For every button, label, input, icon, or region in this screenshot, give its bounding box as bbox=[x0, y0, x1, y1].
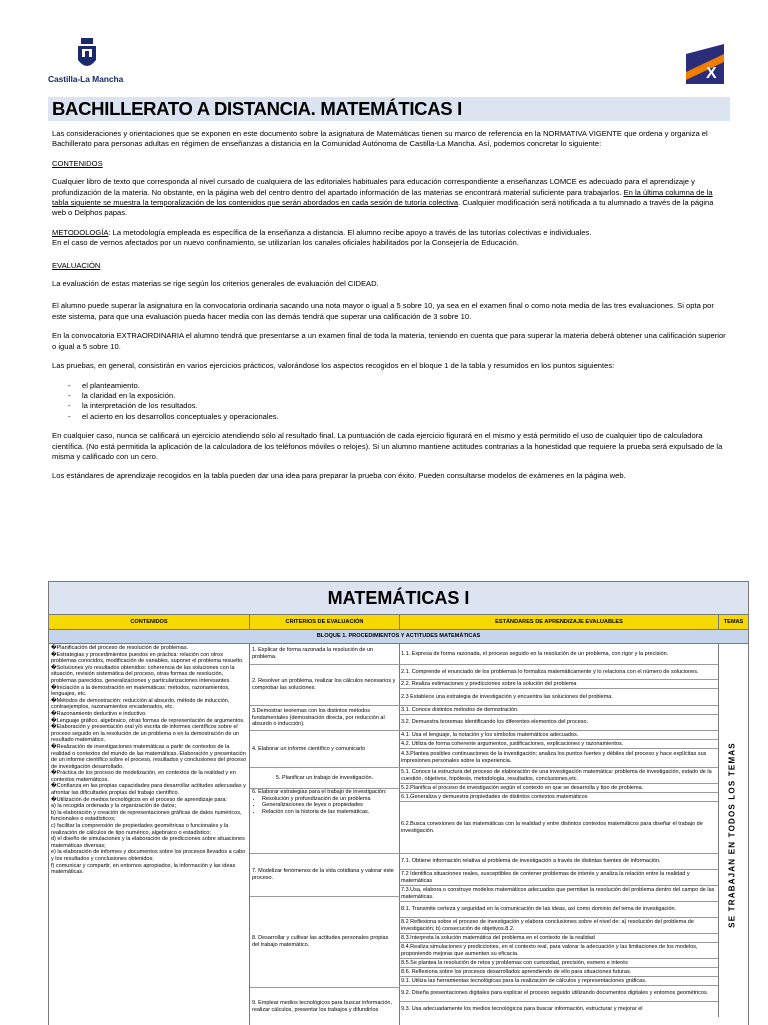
eval-paragraph-6: Los estándares de aprendizaje recogidos en la tabla pueden dar una idea para preparar la prueba con éxito. Pueden consultarse modelos de exámenes en la página web. bbox=[52, 471, 626, 481]
estandar-1-1: 1.1. Expresa de forma razonada, el proceso seguido en la resolución de un problema, con rigor y la precisión. bbox=[399, 644, 719, 665]
block-heading: BLOQUE 1. PROCEDIMIENTOS Y ACTITUDES MATEMÁTICAS bbox=[49, 630, 748, 644]
eval-paragraph-1: La evaluación de estas materias se rige según los criterios generales de evaluación del CIDEAD. bbox=[52, 279, 379, 289]
table-title: MATEMÁTICAS I bbox=[49, 582, 748, 615]
estandar-7-1: 7.1. Obtiene información relativa al problema de investigación a través de distintas fuentes de información. bbox=[399, 854, 719, 870]
list-item: �Iniciación a la demostración en matemáticas: métodos, razonamientos, lenguajes, etc. bbox=[51, 684, 230, 698]
eval-points-list bbox=[52, 381, 728, 423]
contenidos-paragraph: Cualquier libro de texto que corresponda al nivel cursado de cualquiera de las editoriales habituales para educación correspondiente a enseñanzas LOMCE es adecuado para el aprendizaje y profundización de la materia. No obstante, en la página web del centro dentro del apartado información de las materias se encontrará material suficiente para trabajarlos. En la última columna de la tabla siguiente se muestra la temporalización de los contenidos que serán abordados en cada sesión de tutoría colectiva. Cualquier modificación será notificada a tu alumnado a través de la página web o Delphos papas. bbox=[52, 177, 714, 218]
intro-paragraph: Las consideraciones y orientaciones que se exponen en este documento sobre la asignatura de Matemáticas tienen su marco de referencia en la NORMATIVA VIGENTE que ordena y organiza el Bachillerato para personas adultas en régimen de enseñanzas a distancia en la Comunidad Autónoma de Castilla-La Mancha. Así, podemos concretar lo siguiente: bbox=[52, 129, 708, 149]
list-item: a) la recogida ordenada y la organización de datos; bbox=[51, 803, 177, 810]
list-item: c) facilitar la comprensión de propiedades geométricas o funcionales y la realización de cálculos de tipo numérico, algebraico o estadístico; bbox=[51, 823, 229, 836]
svg-text:X: X bbox=[706, 65, 717, 82]
temas-cell bbox=[719, 644, 747, 1025]
estandar-9-2: 9.2. Diseña presentaciones digitales para explicar el proceso seguido utilizando documentos digitales y entornos geométricos. bbox=[399, 986, 719, 1002]
criterio-9: 9. Emplear medios tecnológicos para buscar información, realizar cálculos, presentar los trabajos y difundirlos bbox=[250, 988, 400, 1025]
list-item: �Práctica de los proceso de modelización, en contextos de la realidad y en contextos matemáticos. bbox=[51, 770, 236, 783]
estandar-8-1: 8.1. Transmite certeza y seguridad en la comunicación de las ideas, así como dominio del tema de investigación. bbox=[399, 902, 719, 918]
header-temas: TEMAS bbox=[723, 619, 744, 625]
estandar-2-3: 2.3 Establece una estrategia de investigación y encuentra las soluciones del problema. bbox=[399, 689, 719, 706]
estandar-8-5: 8.5.Se plantea la resolución de retos y problemas con curiosidad, precisión, esmero e interés bbox=[399, 959, 719, 968]
list-item: • Relación con la historia de las matemáticas. bbox=[262, 809, 397, 816]
list-item: �Estrategias y procedimientos puestos en práctica: relación con otros problemas conocidos, modificación de variables, suponer el problema resuelto. bbox=[51, 651, 244, 665]
eval-paragraph-4: Las pruebas, en general, consistirán en varios ejercicios prácticos, valorándose los aspectos recogidos en el bloque 1 de la tabla y resumidos en los puntos siguientes: bbox=[52, 361, 615, 371]
estandar-5-2: 5.2.Planifica el proceso de investigación según el contexto en que se desarrolla y tipo de problema. bbox=[399, 784, 719, 793]
criterio-4: 4. Elaborar un informe científico y comunicarlo bbox=[250, 731, 400, 768]
estandar-6-1: 6.1.Generaliza y demuestra propiedades de distintos contextos matemáticos bbox=[399, 793, 719, 802]
estandar-9-3: 9.3. Usa adecuadamente los medios tecnológicos para buscar información, estructurar y mejorar el bbox=[399, 1002, 719, 1017]
curriculum-table bbox=[48, 581, 749, 1025]
list-item: �Planificación del proceso de resolución de problemas. bbox=[51, 645, 189, 651]
document-body bbox=[52, 129, 728, 491]
estandar-8-3: 8.3.Interpreta la solución matemática del problema en el contexto de la realidad bbox=[399, 934, 719, 943]
list-item: • Generalizaciones de leyes o propiedades bbox=[262, 802, 397, 809]
estandar-2-2: 2.2. Realiza estimaciones y predicciones sobre la solución del problema bbox=[399, 680, 719, 689]
eval-paragraph-5: En cualquier caso, nunca se calificará un ejercicio atendiendo sólo al resultado final. La puntuación de cada ejercicio figurará en el mismo y está permitido el uso de cualquier tipo de calculadora científica. (No está permitida la aplicación de la calculadora de los teléfonos móviles o relojes). Si un alumno mantiene actitudes contrarias a la honestidad que requiere la prueba será expulsado de la misma y calificado con un cero. bbox=[52, 431, 723, 461]
criterio-2: 2. Resolver un problema, realizar los cálculos necesarios y comprobar las soluciones. bbox=[250, 665, 400, 706]
list-item: �Soluciones y/o resultados obtenidos: coherencia de las soluciones con la situación, revisión sistemática del proceso, otras formas de resolución, problemas parecidos, generalizaciones y particularizaciones interesantes. bbox=[51, 664, 235, 684]
table-header-row bbox=[49, 615, 748, 630]
confinamiento-paragraph: En el caso de vernos afectados por un nuevo confinamiento, se utilizarían los canales oficiales habilitados por la Consejería de Educación. bbox=[52, 238, 519, 248]
criterio-6: 6. Elaborar estrategias para el trabajo de investigación: • Resolución y profundización de un problema • Generalizaciones de leyes o propiedades • Relación con la historia de las matemáticas. bbox=[250, 789, 400, 854]
estandar-8-2: 8.2 Reflexiona sobre el proceso de investigación y elabora conclusiones sobre el nivel de: a) resolución del problema de investigación; b) consecución de objetivos.8.2. bbox=[399, 918, 719, 934]
estandar-5-1: 5.1. Conoce la estructura del proceso de elaboración de una investigación matemática: problema de investigación, estado de la cuestión, objetivos, hipótesis, metodología, resultados, conclusiones,etc. bbox=[399, 768, 719, 784]
castilla-la-mancha-logo bbox=[48, 38, 132, 88]
estandar-9-1: 9.1. Utiliza las herramientas tecnológicas para la realización de cálculos y representaciones gráficas. bbox=[399, 977, 719, 986]
criterio-3: 3.Demostrar teoremas con los distintos métodos fundamentales (demostración directa, por reducción al absurdo o inducción). bbox=[250, 706, 400, 731]
evaluacion-heading: EVALUACIÓN bbox=[52, 260, 101, 270]
temas-vertical-label: SE TRABAJAN EN TODOS LOS TEMAS bbox=[727, 742, 737, 928]
contenidos-heading: CONTENIDOS bbox=[52, 158, 103, 168]
criterio-1: 1. Explicar de forma razonada la resolución de un problema. bbox=[250, 644, 400, 665]
list-item: - el planteamiento. bbox=[82, 381, 728, 391]
cidead-logo-icon bbox=[686, 44, 724, 84]
estandar-3-1: 3.1. Conoce distintos métodos de demostración. bbox=[399, 706, 719, 715]
header-criterios: CRITERIOS DE EVALUACIÓN bbox=[250, 615, 400, 629]
estandar-2-1: 2.1. Comprende el enunciado de los problemas lo formaliza matemáticamente y lo relaciona con el número de soluciones. bbox=[399, 665, 719, 680]
table-body bbox=[49, 644, 748, 1025]
criterio-6-list bbox=[252, 796, 397, 816]
page-title-bar bbox=[48, 97, 730, 121]
page-title: BACHILLERATO A DISTANCIA. MATEMÁTICAS I bbox=[52, 98, 463, 119]
list-item: �Realización de investigaciones matemáticas a partir de contextos de la realidad o contextos del mundo de las matemáticas. Elaboración y presentación de un informe científico sobre el proceso, resultados y conclusiones del proceso de investigación desarrollado. bbox=[51, 743, 247, 770]
list-item: d) el diseño de simulaciones y la elaboración de predicciones sobre situaciones matemáticas diversas; bbox=[51, 836, 245, 849]
estandar-7-2: 7.2 Identifica situaciones reales, susceptibles de contener problemas de interés y analiza la relación entre la realidad y matemáticas bbox=[399, 870, 719, 886]
org-name: Castilla-La Mancha bbox=[48, 74, 124, 84]
list-item: - el acierto en los desarrollos conceptuales y operacionales. bbox=[82, 412, 728, 422]
estandar-8-6: 8.6. Reflexiona sobre los procesos desarrollados aprendiendo de ello para situaciones futuras. bbox=[399, 968, 719, 977]
list-item: �Elaboración y presentación oral y/o escrita de informes científicos sobre el proceso seguido en la resolución de un problema o en la demostración de un resultado matemático. bbox=[51, 724, 240, 744]
estandar-4-2: 4.2. Utiliza de forma coherente argumentos, justificaciones, explicaciones y razonamientos. bbox=[399, 740, 719, 749]
criterio-5: 5. Planificar un trabajo de investigación. bbox=[250, 768, 400, 789]
header-estandares: ESTÁNDARES DE APRENDIZAJE EVALUABLES bbox=[400, 615, 719, 629]
list-item: b) la elaboración y creación de representaciones gráficas de datos numéricos, funcionales o estadísticos; bbox=[51, 809, 242, 823]
coat-of-arms-icon bbox=[76, 38, 98, 72]
estandar-3-2: 3.2. Demuestra teoremas identificando los diferentes elementos del proceso. bbox=[399, 715, 719, 731]
eval-paragraph-2: El alumno puede superar la asignatura en la convocatoria ordinaria sacando una nota mayor o igual a 5 sobre 10, ya sea en el examen final o como nota media de las tres evaluaciones. Si opta por este sistema, para que una evaluación pueda hacer media con las demás tendrá que superar una calificación de 3 sobre 10. bbox=[52, 301, 714, 321]
eval-paragraph-3: En la convocatoria EXTRAORDINARIA el alumno tendrá que presentarse a un examen final de toda la materia, teniendo en cuenta que para superar la materia deberá obtener una calificación superior o igual a 5 sobre 10. bbox=[52, 331, 726, 351]
estandar-7-3: 7.3.Usa, elabora o construye modelos matemáticos adecuados que permitan la resolución del problema dentro del campo de las matemáticas. bbox=[399, 886, 719, 902]
criterio-8: 8. Desarrollar y cultivar las actitudes personales propias del trabajo matemático. bbox=[250, 897, 400, 988]
criterio-7: 7. Modelizar fenómenos de la vida cotidiana y valorar este proceso. bbox=[250, 854, 400, 897]
list-item: �Lenguaje gráfico, algebraico, otras formas de representación de argumentos. bbox=[51, 717, 245, 724]
list-item: - la claridad en la exposición. bbox=[82, 391, 728, 401]
estandar-6-2: 6.2.Busca conexiones de las matemáticas con la realidad y entre distintos contextos matemáticos para diseñar el trabajo de investigación. bbox=[399, 802, 719, 854]
list-item: �Confianza en las propias capacidades para desarrollar actitudes adecuadas y afrontar las dificultades propias del trabajo científico. bbox=[51, 783, 246, 797]
estandar-4-1: 4.1. Usa el lenguaje, la notación y los símbolos matemáticos adecuados. bbox=[399, 731, 719, 740]
list-item: f) comunicar y compartir, en entornos apropiados, la información y las ideas matemáticas. bbox=[51, 862, 236, 876]
list-item: e) la elaboración de informes y documentos sobre los procesos llevados a cabo y los resultados y conclusiones obtenidos; bbox=[51, 849, 246, 862]
list-item: �Razonamiento deductivo e inductivo. bbox=[51, 710, 147, 717]
contenidos-cell bbox=[49, 644, 250, 1025]
metodologia-paragraph: METODOLOGÍA: La metodología empleada es específica de la enseñanza a distancia. El alumno recibe apoyo a través de las tutorías colectivas e individuales. bbox=[52, 227, 592, 237]
estandar-8-4: 8.4.Realiza simulaciones y predicciones, en el contexto real, para valorar la adecuación y las limitaciones de los modelos, proponiendo mejoras que aumenten su eficacia. bbox=[399, 943, 719, 959]
normativa-link[interactable]: NORMATIVA VIGENTE bbox=[542, 129, 622, 138]
list-item: • Resolución y profundización de un problema bbox=[262, 796, 397, 803]
header-contenidos: CONTENIDOS bbox=[49, 615, 250, 629]
estandar-4-3: 4.3.Plantea posibles continuaciones de la investigación; analiza los puntos fuertes y débiles del proceso y hace explícitas sus impresiones personales sobre la experiencia. bbox=[399, 749, 719, 768]
list-item: - la interpretación de los resultados. bbox=[82, 401, 728, 411]
list-item: �Métodos de demostración: reducción al absurdo, método de inducción, contraejemplos, razonamientos encadenados, etc. bbox=[51, 697, 230, 711]
list-item: �Utilización de medios tecnológicos en el proceso de aprendizaje para: bbox=[51, 796, 227, 803]
